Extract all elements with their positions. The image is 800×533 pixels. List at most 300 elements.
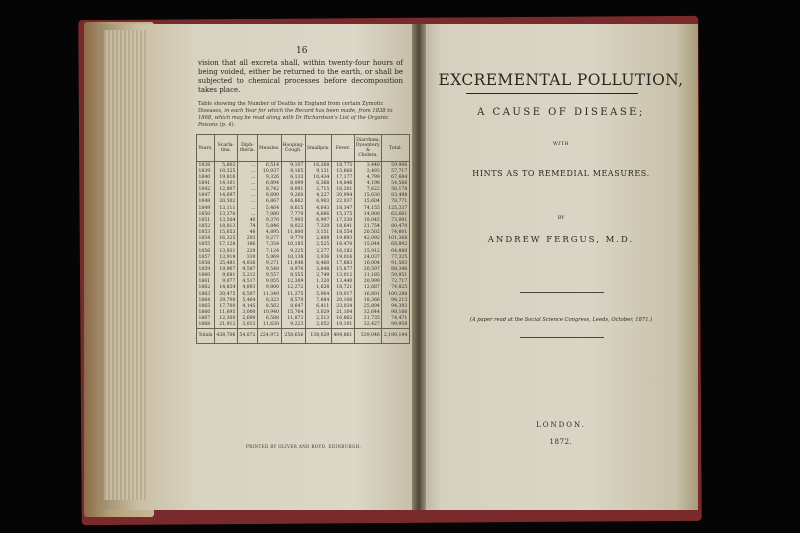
table-cell: 25,481 [214,260,237,266]
table-cell: 2,600 [237,316,257,322]
table-cell: 9,681 [214,273,237,279]
table-cell: 21,104 [331,309,354,315]
table-row [197,316,410,322]
table-cell: 15,764 [281,309,305,315]
table-cell: 13,931 [214,248,237,254]
divider-rule [520,337,604,338]
table-cell: 20,999 [354,279,382,285]
table-cell: ... [237,180,257,186]
table-cell: 18,775 [331,162,354,169]
table-row [197,279,410,285]
table-cell: 16,325 [214,236,237,242]
table-cell: 12,807 [214,187,237,193]
title-underline [466,93,638,94]
table-cell: 14,697 [214,193,237,199]
caption-rest: in each Year for which the Record has been made, from 1838 to 1868, which may be read along with Dr Richardson's List of the Organic Poisons (p. 4). [198,108,393,128]
table-cell: 4,517 [237,279,257,285]
table-cell: 3,440 [354,162,382,169]
table-cell: 10,325 [214,168,237,174]
table-cell: 3,000 [237,309,257,315]
table-cell: 9,326 [257,174,281,180]
table-cell: ... [237,187,257,193]
year-cell: 1863 [197,291,215,297]
table-cell: 25,894 [354,303,382,309]
table-cell: 18,554 [331,230,354,236]
year-cell: 1867 [197,316,215,322]
table-cell: 13,012 [331,273,354,279]
table-cell: 4,227 [305,193,331,199]
totals-row [197,328,410,343]
table-cell: 54,566 [382,180,409,186]
table-row [197,242,410,248]
table-cell: 19,101 [331,322,354,329]
table-cell: 8,099 [281,180,305,186]
table-cell: 29,700 [214,297,237,303]
table-cell: 2,715 [305,187,331,193]
table-cell: 10,940 [257,309,281,315]
table-cell: 22,037 [331,199,354,205]
book-subtitle: A CAUSE OF DISEASE; [477,107,645,118]
table-cell: 9,800 [257,285,281,291]
table-cell: 10,185 [281,242,305,248]
table-cell: 13,440 [331,279,354,285]
table-cell: 19,907 [214,266,237,272]
year-cell: 1841 [197,180,215,186]
table-row [197,303,410,309]
table-cell: 11,873 [281,316,305,322]
table-caption [198,101,403,129]
table-cell: 9,107 [281,162,305,169]
table-cell: 18,641 [331,223,354,229]
table-cell: 19,017 [331,291,354,297]
table-cell: ... [237,211,257,217]
table-cell: 20,502 [214,199,237,205]
table-cell: 20,597 [354,266,382,272]
table-cell: 8,555 [281,273,305,279]
year-cell: Totals [197,328,215,343]
table-cell: 2,277 [305,248,331,254]
table-cell: 224,972 [257,328,281,343]
table-cell: 5,969 [257,254,281,260]
page-number: 16 [296,46,308,56]
table-row [197,260,410,266]
table-cell: 19,893 [331,236,354,242]
table-cell: 54,872 [237,328,257,343]
table-cell: 10,138 [281,254,305,260]
table-cell: 40 [237,217,257,223]
table-cell: 5,964 [305,291,331,297]
table-cell: 99,958 [382,322,409,329]
table-cell: 15,912 [354,248,382,254]
table-cell: 2,190,144 [382,328,409,343]
table-cell: 91,583 [382,260,409,266]
table-row [197,187,410,193]
book-gutter [412,24,426,510]
table-cell: 310 [237,254,257,260]
table-cell: 4,666 [305,211,331,217]
table-cell: 16,201 [331,187,354,193]
body-paragraph: vision that all excreta shall, within twenty-four hours of being voided, either be returned to the earth, or shall be subjected to chemical processes before decomposition takes place. [198,59,403,94]
table-cell: 14,161 [214,180,237,186]
table-cell: 6,507 [237,291,257,297]
table-cell: 5,212 [237,273,257,279]
table-cell: 74,471 [382,316,409,322]
table-cell: 4,799 [354,174,382,180]
table-cell: 15,877 [331,266,354,272]
table-cell: ... [237,168,257,174]
table-cell: 101,368 [382,236,409,242]
table-cell: 15,630 [354,193,382,199]
table-header-row [197,135,410,162]
table-cell: 6,460 [305,260,331,266]
table-cell: 4,836 [237,260,257,266]
table-cell: 88,340 [382,266,409,272]
table-cell: 19,816 [214,174,237,180]
year-cell: 1850 [197,211,215,217]
table-cell: 23,034 [331,303,354,309]
table-cell: 6,132 [281,174,305,180]
year-cell: 1857 [197,254,215,260]
table-row [197,309,410,315]
divider-rule [520,292,604,293]
table-cell: 15,375 [331,211,354,217]
column-header: Years. [197,135,215,162]
table-cell: 4,893 [237,285,257,291]
printer-imprint: PRINTED BY OLIVER AND BOYD, EDINBURGH. [246,444,362,449]
table-cell: 21,912 [214,322,237,329]
table-cell: 8,690 [257,193,281,199]
table-cell: 18,721 [331,285,354,291]
table-cell: 18,366 [354,297,382,303]
table-cell: 7,354 [257,242,281,248]
table-cell: 229 [237,248,257,254]
table-cell: 30,994 [331,193,354,199]
table-cell: 15,044 [354,242,382,248]
table-cell: 17,128 [214,242,237,248]
table-cell: 2,525 [305,242,331,248]
table-cell: 7,905 [281,217,305,223]
table-cell: 73,091 [382,217,409,223]
table-cell: 8,323 [257,297,281,303]
table-cell: 9,260 [281,193,305,199]
table-cell: 11,349 [257,291,281,297]
table-cell: 3,151 [305,230,331,236]
table-cell: 13,919 [214,254,237,260]
table-cell: 9,770 [281,236,305,242]
year-cell: 1854 [197,236,215,242]
table-cell: 15,666 [331,168,354,174]
year-cell: 1852 [197,223,215,229]
table-cell: 8,165 [281,168,305,174]
table-cell: 12,687 [354,285,382,291]
table-cell: 3,493 [354,168,382,174]
table-cell: 6,862 [281,199,305,205]
publication-place: LONDON. [536,421,586,429]
table-cell: 18,813 [214,223,237,229]
table-cell: 11,630 [257,322,281,329]
table-cell: 6,368 [305,180,331,186]
table-cell: 98,166 [382,309,409,315]
table-row [197,248,410,254]
year-cell: 1862 [197,285,215,291]
year-cell: 1847 [197,193,215,199]
column-header: Diarrhœa, Dysentery, & Cholera. [354,135,382,162]
table-cell: 15,604 [354,199,382,205]
table-row [197,291,410,297]
table-cell: 59,951 [382,273,409,279]
table-cell: 24,037 [354,254,382,260]
table-cell: 125,337 [382,205,409,211]
table-cell: 11,648 [281,260,305,266]
table-cell: 15,653 [214,230,237,236]
table-cell: 16,862 [331,316,354,322]
table-row [197,322,410,329]
year-cell: 1866 [197,309,215,315]
table-cell: 32,644 [354,309,382,315]
table-cell: 5,846 [257,223,281,229]
table-cell: 57,717 [382,168,409,174]
column-header: Diph-theria. [237,135,257,162]
table-cell: 83,498 [382,193,409,199]
table-cell: 5,464 [257,205,281,211]
table-cell: 7,320 [305,223,331,229]
year-cell: 1860 [197,273,215,279]
table-cell: 16,470 [331,242,354,248]
table-cell: 68,892 [382,242,409,248]
table-cell: 12,300 [214,316,237,322]
table-row [197,180,410,186]
column-header: Hooping-Cough. [281,135,305,162]
table-cell: 62,661 [382,211,409,217]
table-cell: 8,976 [281,266,305,272]
table-cell: 13,370 [214,211,237,217]
table-row [197,168,410,174]
table-cell: 74,155 [354,205,382,211]
table-cell: 11,185 [354,273,382,279]
table-cell: 7,124 [257,248,281,254]
table-cell: 9,131 [305,168,331,174]
table-cell: 13,111 [214,205,237,211]
table-cell: 9,587 [237,266,257,272]
table-cell: 32,427 [354,322,382,329]
table-row [197,273,410,279]
table-cell: ... [237,205,257,211]
table-cell: 14,834 [214,285,237,291]
by-label: BY [557,216,565,221]
year-cell: 1868 [197,322,215,329]
year-cell: 1859 [197,266,215,272]
table-cell: 18,347 [331,205,354,211]
column-header: Total. [382,135,409,162]
table-cell: 1,628 [305,285,331,291]
table-row [197,217,410,223]
table-row [197,297,410,303]
table-cell: 16,268 [305,162,331,169]
with-label: WITH [552,142,569,147]
table-cell: 98,213 [382,297,409,303]
table-cell: 9,055 [257,279,281,285]
table-cell: 4,895 [257,230,281,236]
table-cell: 8,615 [281,205,305,211]
table-cell: 3,013 [237,322,257,329]
table-cell: 9,557 [257,273,281,279]
column-header: Scarla-tina. [214,135,237,162]
author-name: ANDREW FERGUS, M.D. [487,235,635,245]
table-cell: 2,513 [305,316,331,322]
table-cell: 2,808 [305,236,331,242]
year-cell: 1849 [197,205,215,211]
table-row [197,223,410,229]
table-cell: 94,393 [382,303,409,309]
table-cell: 4,145 [237,303,257,309]
year-cell: 1856 [197,248,215,254]
year-cell: 1865 [197,303,215,309]
hints-heading: HINTS AS TO REMEDIAL MEASURES. [472,169,650,178]
book-title: EXCREMENTAL POLLUTION, [438,71,684,89]
table-cell: 2,749 [305,273,331,279]
table-row [197,205,410,211]
table-cell: 18,045 [354,217,382,223]
table-cell: 186 [237,242,257,248]
year-cell: 1855 [197,242,215,248]
table-cell: 78,771 [382,199,409,205]
table-cell: 438,706 [214,328,237,343]
table-cell: 404,861 [331,328,354,343]
table-cell: 9,271 [257,260,281,266]
table-cell: 21,754 [354,223,382,229]
caption-lead: Table showing the Number of Deaths in England from certain Zymotic Diseases, [198,101,384,114]
table-cell: 9,223 [281,322,305,329]
table-cell: 9,370 [257,217,281,223]
table-cell: 3,848 [305,266,331,272]
table-cell: 42,092 [354,236,382,242]
year-cell: 1839 [197,168,215,174]
column-header: Measles. [257,135,281,162]
table-row [197,236,410,242]
table-cell: 3,029 [305,309,331,315]
table-cell: 14,800 [354,211,382,217]
year-cell: 1848 [197,199,215,205]
table-cell: 4,643 [305,205,331,211]
table-cell: 16,801 [354,291,382,297]
table-row [197,266,410,272]
table-cell: 19,016 [331,254,354,260]
table-cell: 203 [237,236,257,242]
year-cell: 1858 [197,260,215,266]
table-cell: 17,177 [331,174,354,180]
year-cell: 1842 [197,187,215,193]
table-cell: 6,867 [257,199,281,205]
table-row [197,230,410,236]
table-cell: 12,272 [281,285,305,291]
table-cell: 7,770 [281,211,305,217]
table-cell: 8,562 [257,303,281,309]
table-cell: 5,464 [237,297,257,303]
table-cell: 100,288 [382,291,409,297]
table-cell: 9,548 [257,266,281,272]
table-cell: 5,802 [214,162,237,169]
table-cell: 138,029 [305,328,331,343]
table-cell: 17,883 [331,260,354,266]
column-header: Smallpox. [305,135,331,162]
table-cell: 20,106 [331,297,354,303]
publication-year: 1872. [549,438,573,446]
table-cell: 9,277 [257,236,281,242]
table-cell: 8,742 [257,187,281,193]
table-cell: ... [237,199,257,205]
table-cell: 6,903 [305,199,331,205]
table-cell: 8,022 [281,223,305,229]
table-cell: 12,309 [281,279,305,285]
column-header: Fever. [331,135,354,162]
table-cell: 14,846 [331,180,354,186]
table-cell: 1,320 [305,279,331,285]
table-cell: 8,647 [281,303,305,309]
table-cell: 74,825 [382,285,409,291]
table-cell: 258,656 [281,328,305,343]
table-row [197,162,410,169]
table-cell: 6,588 [257,316,281,322]
table-cell: ... [237,162,257,169]
year-cell: 1851 [197,217,215,223]
table-cell: 7,684 [305,297,331,303]
table-cell: 21,735 [354,316,382,322]
table-cell: 6,411 [305,303,331,309]
table-cell: 20,502 [354,230,382,236]
page-stack [104,30,148,500]
year-cell: 1838 [197,162,215,169]
table-cell: ... [237,193,257,199]
year-cell: 1853 [197,230,215,236]
table-cell: 72,717 [382,279,409,285]
table-cell: 56,178 [382,187,409,193]
table-cell: 11,695 [214,309,237,315]
table-cell: 67,684 [382,174,409,180]
mortality-table [196,134,410,344]
table-cell: 8,091 [281,187,305,193]
table-cell: 7,080 [257,211,281,217]
table-cell: 13,504 [214,217,237,223]
table-cell: 2,052 [305,322,331,329]
table-cell: 74 [237,223,257,229]
table-cell: 17,700 [214,303,237,309]
paper-note: (A paper read at the Social Science Congress, Leeds, October, 1871.) [469,317,653,323]
table-cell: 16,004 [354,260,382,266]
year-cell: 1840 [197,174,215,180]
table-cell: 11,800 [281,230,305,236]
table-cell: 30,475 [214,291,237,297]
table-cell: 17,330 [331,217,354,223]
year-cell: 1864 [197,297,215,303]
table-cell: 4,198 [354,180,382,186]
table-cell: 7,622 [354,187,382,193]
table-body [197,162,410,344]
table-row [197,199,410,205]
table-cell: 8,570 [281,297,305,303]
table-cell: ... [237,174,257,180]
table-cell: 539,046 [354,328,382,343]
table-cell: 77,325 [382,254,409,260]
table-cell: 64,880 [382,248,409,254]
table-cell: 46 [237,230,257,236]
table-cell: 9,077 [214,279,237,285]
table-cell: 3,936 [305,254,331,260]
table-cell: 16,182 [331,248,354,254]
table-cell: 74,601 [382,230,409,236]
table-cell: 10,937 [257,168,281,174]
table-cell: 59,906 [382,162,409,169]
table-row [197,211,410,217]
